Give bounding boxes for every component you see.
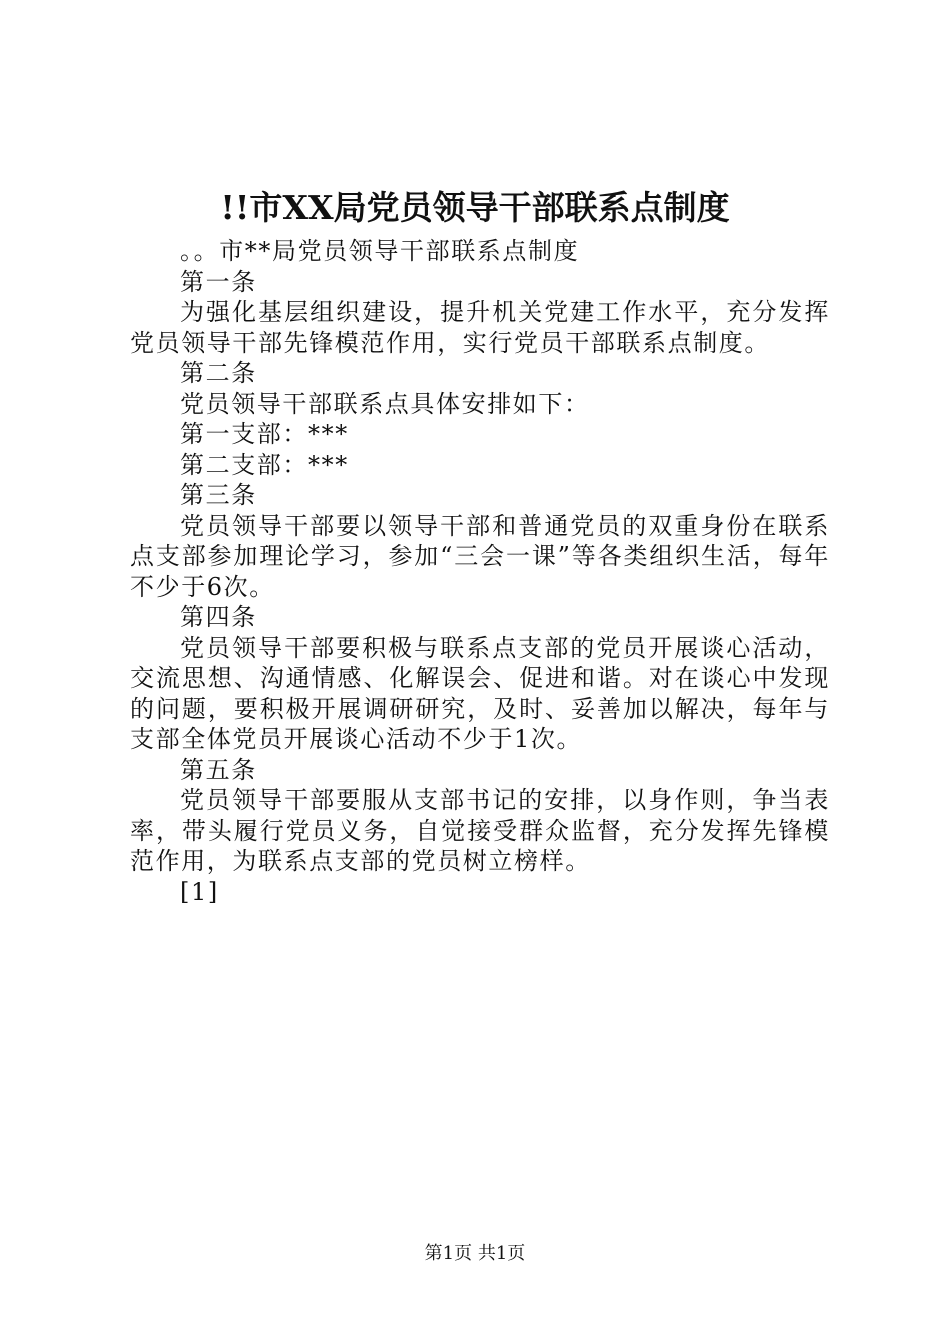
article-heading-3: 第三条 <box>180 481 257 509</box>
paragraph: 党员领导干部联系点具体安排如下： <box>180 389 590 418</box>
article-heading-1: 第一条 <box>180 267 257 296</box>
paragraph: 党员领导干部要以领导干部和普通党员的双重身份在联系点支部参加理论学习，参加“三会一课”等各类组织生活，每年不少于6次。 <box>130 511 830 601</box>
paragraph: 为强化基层组织建设，提升机关党建工作水平，充分发挥党员领导干部先锋模范作用，实行党员干部联系点制度。 <box>130 298 830 357</box>
paragraph: 党员领导干部要服从支部书记的安排，以身作则，争当表率，带头履行党员义务，自觉接受群众监督，充分发挥先锋模范作用，为联系点支部的党员树立榜样。 <box>130 786 830 875</box>
paragraph: 党员领导干部要积极与联系点支部的党员开展谈心活动，交流思想、沟通情感、化解误会、促进和谐。对在谈心中发现的问题，要积极开展调研研究，及时、妥善加以解决，每年与支部全体党员开展谈心活动不少于1次。 <box>130 633 830 753</box>
document-body <box>130 236 830 907</box>
footnote-reference: [1] <box>180 877 219 906</box>
paragraph: 第一支部：*** <box>180 420 349 448</box>
article-heading-5: 第五条 <box>180 755 257 784</box>
article-heading-2: 第二条 <box>180 359 257 387</box>
article-heading-4: 第四条 <box>180 603 257 631</box>
document-title: !!市XX局党员领导干部联系点制度 <box>220 188 730 227</box>
page-footer: 第1页 共1页 <box>424 1243 526 1264</box>
paragraph: 第二支部：*** <box>180 450 349 479</box>
paragraph-subtitle: 。。市**局党员领导干部联系点制度 <box>180 237 580 265</box>
